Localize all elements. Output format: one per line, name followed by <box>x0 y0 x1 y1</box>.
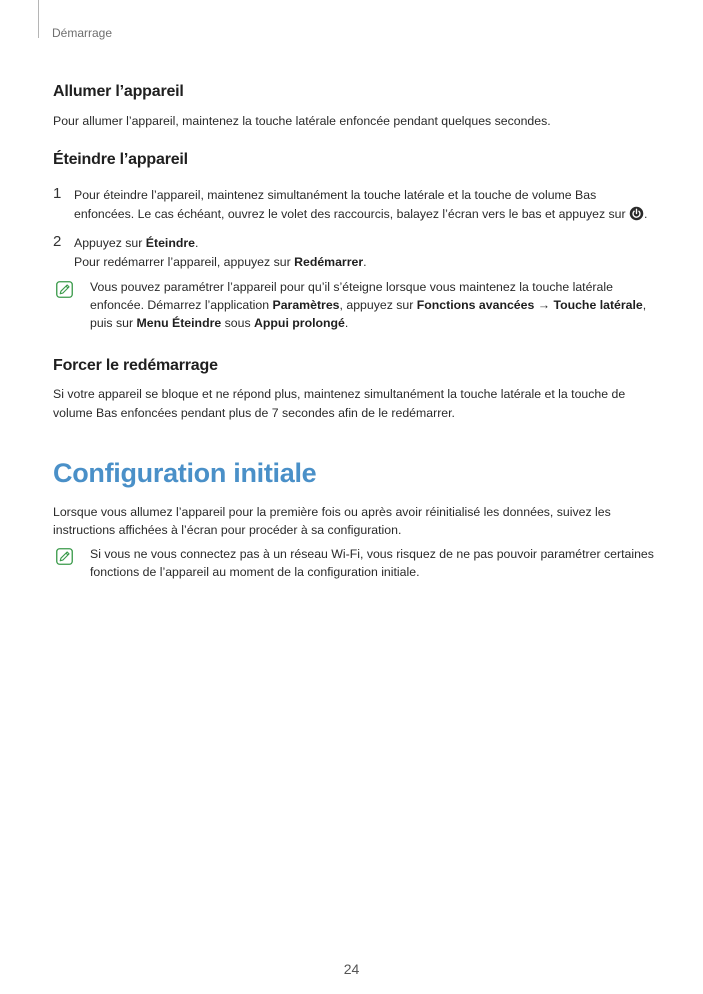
note1-text-g: , <box>642 298 647 312</box>
step1-line1: Pour éteindre l’appareil, maintenez simultanément la touche latérale et la touche de volume Bas <box>74 188 597 202</box>
step2-line2 <box>74 253 367 271</box>
configuration-line1: Lorsque vous allumez l’appareil pour la première fois ou après avoir réinitialisé les données, suivez les <box>53 505 611 519</box>
step1-line2-end: . <box>644 207 648 221</box>
note1-arrow: → <box>534 298 554 312</box>
step2-line2-text: Pour redémarrer l’appareil, appuyez sur <box>74 255 295 269</box>
configuration-line2: instructions affichées à l’écran pour procéder à sa configuration. <box>53 523 402 537</box>
step2-keyword-redemarrer: Redémarrer <box>294 255 364 269</box>
step1-line2 <box>74 205 647 223</box>
note1-text-line3a: puis sur <box>90 316 137 330</box>
note1-text-line3e: . <box>344 316 349 330</box>
section-label: Démarrage <box>52 26 113 40</box>
forcer-line2: volume Bas enfoncées pendant plus de 7 secondes afin de le redémarrer. <box>53 406 455 420</box>
note1-keyword-appui-prolonge: Appui prolongé <box>254 316 345 330</box>
heading-forcer: Forcer le redémarrage <box>53 357 218 374</box>
note-icon <box>56 548 73 565</box>
power-icon <box>629 206 644 221</box>
note1-line1: Vous pouvez paramétrer l’appareil pour qu’il s’éteigne lorsque vous maintenez la touche latérale <box>90 280 613 294</box>
note2-line1: Si vous ne vous connectez pas à un réseau Wi-Fi, vous risquez de ne pas pouvoir paramétrer certaines <box>90 547 654 561</box>
note1-keyword-menu-eteindre: Menu Éteindre <box>136 316 222 330</box>
step1-line2-text: enfoncées. Le cas échéant, ouvrez le volet des raccourcis, balayez l’écran vers le bas et appuyez sur <box>74 207 626 221</box>
forcer-line1: Si votre appareil se bloque et ne répond plus, maintenez simultanément la touche latérale et la touche de <box>53 387 626 401</box>
note1-text-a: enfoncée. Démarrez l’application <box>90 298 273 312</box>
note1-text-line3c: sous <box>221 316 255 330</box>
heading-allumer: Allumer l’appareil <box>53 83 184 100</box>
note-icon <box>56 281 73 298</box>
note1-line2 <box>90 296 646 314</box>
step2-line1 <box>74 234 198 252</box>
step2-line2-punct: . <box>363 255 367 269</box>
step-number-2: 2 <box>53 233 62 250</box>
note1-keyword-touche-laterale: Touche latérale <box>553 298 643 312</box>
step2-keyword-eteindre: Éteindre <box>145 236 195 250</box>
note1-keyword-fonctions-avancees: Fonctions avancées <box>416 298 535 312</box>
heading-eteindre: Éteindre l’appareil <box>53 151 188 168</box>
heading-configuration: Configuration initiale <box>53 458 317 488</box>
note2-line2: fonctions de l’appareil au moment de la configuration initiale. <box>90 565 420 579</box>
note1-text-c: , appuyez sur <box>339 298 417 312</box>
step2-text: Appuyez sur <box>74 236 146 250</box>
page-number: 24 <box>343 961 360 977</box>
step2-punct: . <box>194 236 199 250</box>
step-number-1: 1 <box>53 185 62 202</box>
note1-line3 <box>90 314 348 332</box>
header-divider <box>38 0 39 38</box>
allumer-text: Pour allumer l’appareil, maintenez la touche latérale enfoncée pendant quelques secondes. <box>53 114 551 128</box>
note1-keyword-parametres: Paramètres <box>272 298 340 312</box>
